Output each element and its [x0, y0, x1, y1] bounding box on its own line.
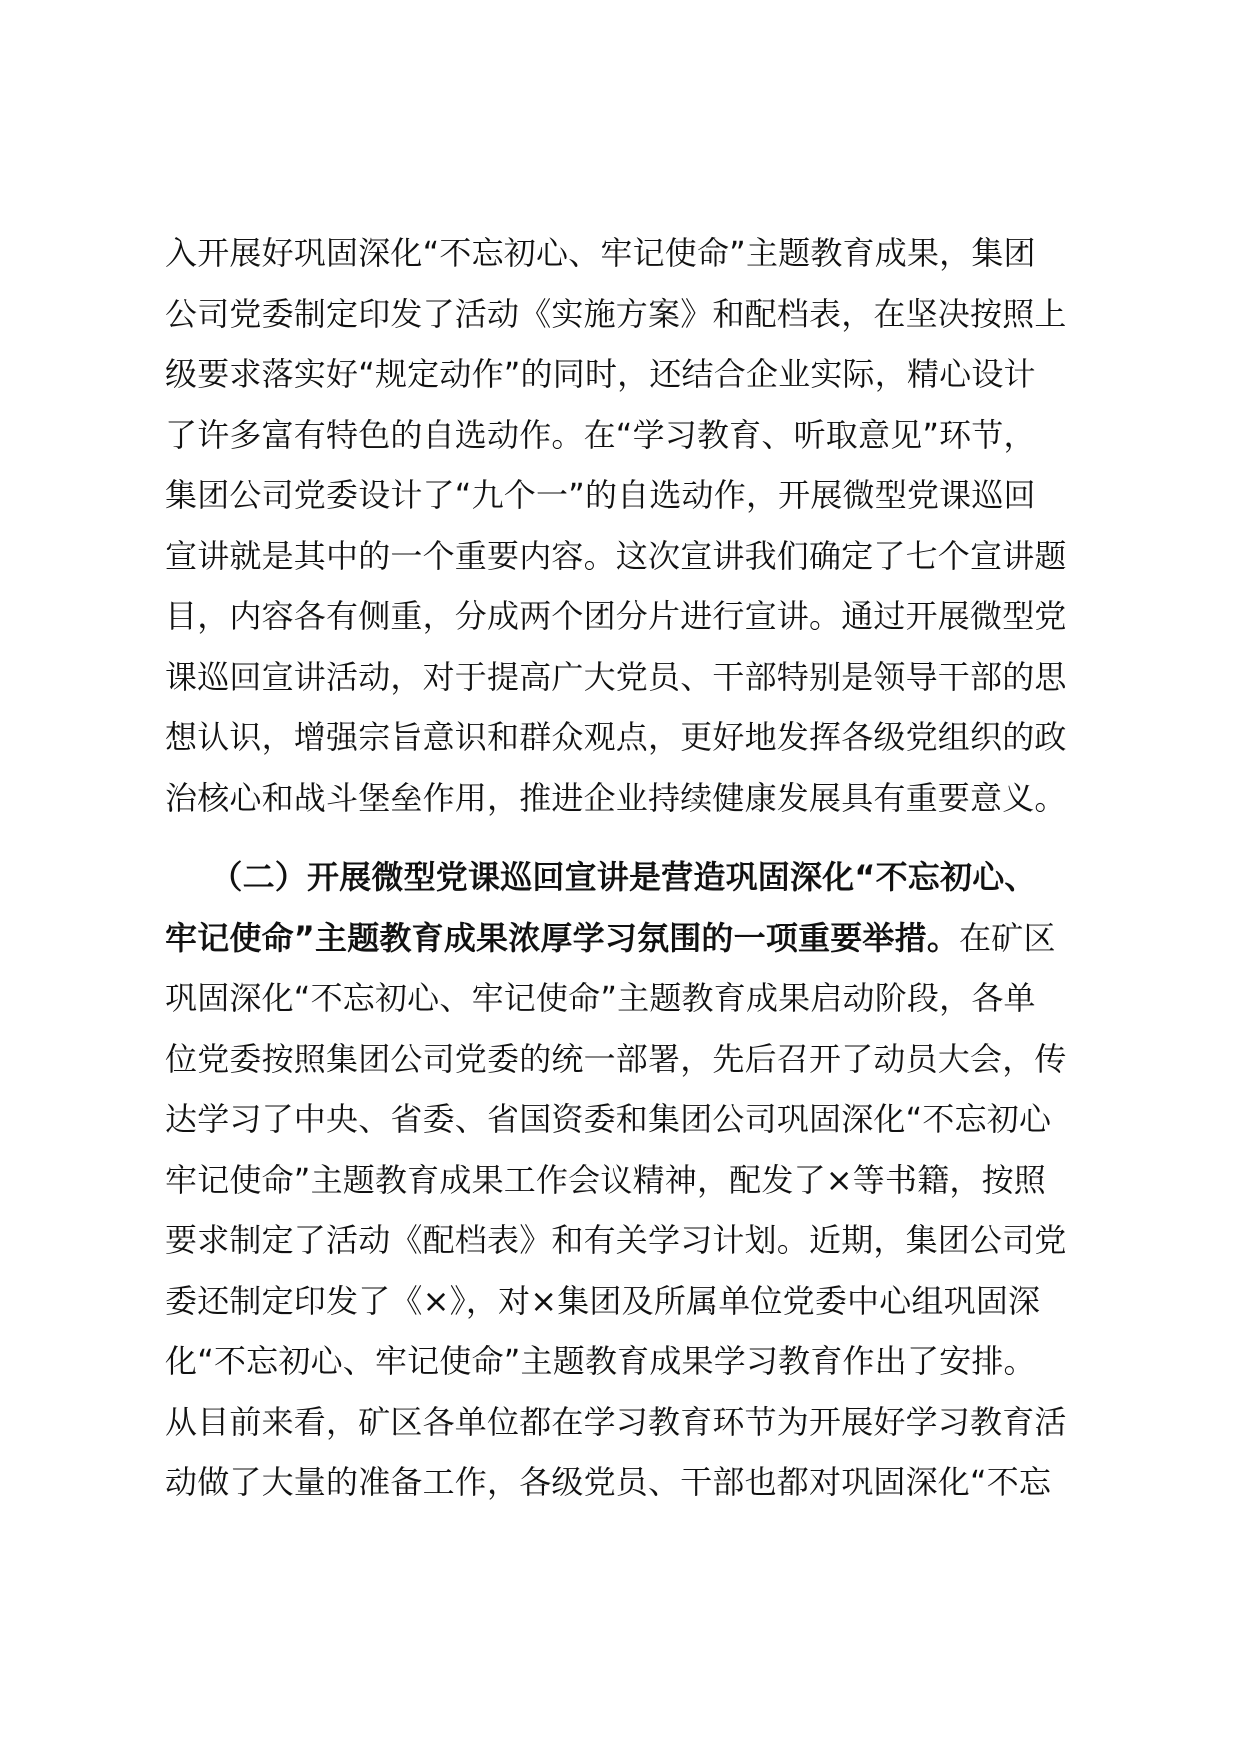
text-line: 巩固深化“不忘初心、牢记使命”主题教育成果启动阶段，各单 — [165, 979, 1036, 1017]
text-line: 级要求落实好“规定动作”的同时，还结合企业实际，精心设计 — [165, 355, 1036, 393]
paragraph-spacing — [165, 828, 1105, 847]
paragraph-1 — [165, 223, 1105, 828]
text-line: 目，内容各有侧重，分成两个团分片进行宣讲。通过开展微型党 — [165, 597, 1067, 635]
text-line: 要求制定了活动《配档表》和有关学习计划。近期，集团公司党 — [165, 1221, 1067, 1259]
text-line: 集团公司党委设计了“九个一”的自选动作，开展微型党课巡回 — [165, 476, 1036, 514]
text-line: 委还制定印发了《×》，对×集团及所属单位党委中心组巩固深 — [165, 1281, 1041, 1320]
text-line: 公司党委制定印发了活动《实施方案》和配档表，在坚决按照上 — [165, 294, 1067, 333]
text-line: 位党委按照集团公司党委的统一部署，先后召开了动员大会，传 — [165, 1039, 1067, 1078]
text-line: 动做了大量的准备工作，各级党员、干部也都对巩固深化“不忘 — [165, 1463, 1052, 1501]
text-line: 课巡回宣讲活动，对于提高广大党员、干部特别是领导干部的思 — [165, 657, 1067, 696]
text-line: 宣讲就是其中的一个重要内容。这次宣讲我们确定了七个宣讲题 — [165, 536, 1067, 575]
section-heading-continued: 牢记使命”主题教育成果浓厚学习氛围的一项重要举措。 — [165, 918, 960, 957]
text-line: 达学习了中央、省委、省国资委和集团公司巩固深化“不忘初心 — [165, 1100, 1052, 1138]
document-page — [165, 223, 1105, 1513]
paragraph-2 — [165, 847, 1105, 1513]
text-line: 入开展好巩固深化“不忘初心、牢记使命”主题教育成果，集团 — [165, 234, 1036, 272]
body-text-start: 在矿区 — [959, 918, 1056, 957]
text-line: 治核心和战斗堡垒作用，推进企业持续健康发展具有重要意义。 — [165, 778, 1067, 817]
mixed-heading-line — [165, 908, 1105, 969]
text-line: 化“不忘初心、牢记使命”主题教育成果学习教育作出了安排。 — [165, 1342, 1036, 1380]
section-heading-line: （二）开展微型党课巡回宣讲是营造巩固深化“不忘初心、 — [165, 858, 1037, 896]
text-line: 了许多富有特色的自选动作。在“学习教育、听取意见”环节， — [165, 415, 1036, 454]
text-line: 牢记使命”主题教育成果工作会议精神，配发了×等书籍，按照 — [165, 1160, 1046, 1199]
text-line: 想认识，增强宗旨意识和群众观点，更好地发挥各级党组织的政 — [165, 718, 1067, 756]
text-line: 从目前来看，矿区各单位都在学习教育环节为开展好学习教育活 — [165, 1402, 1067, 1441]
